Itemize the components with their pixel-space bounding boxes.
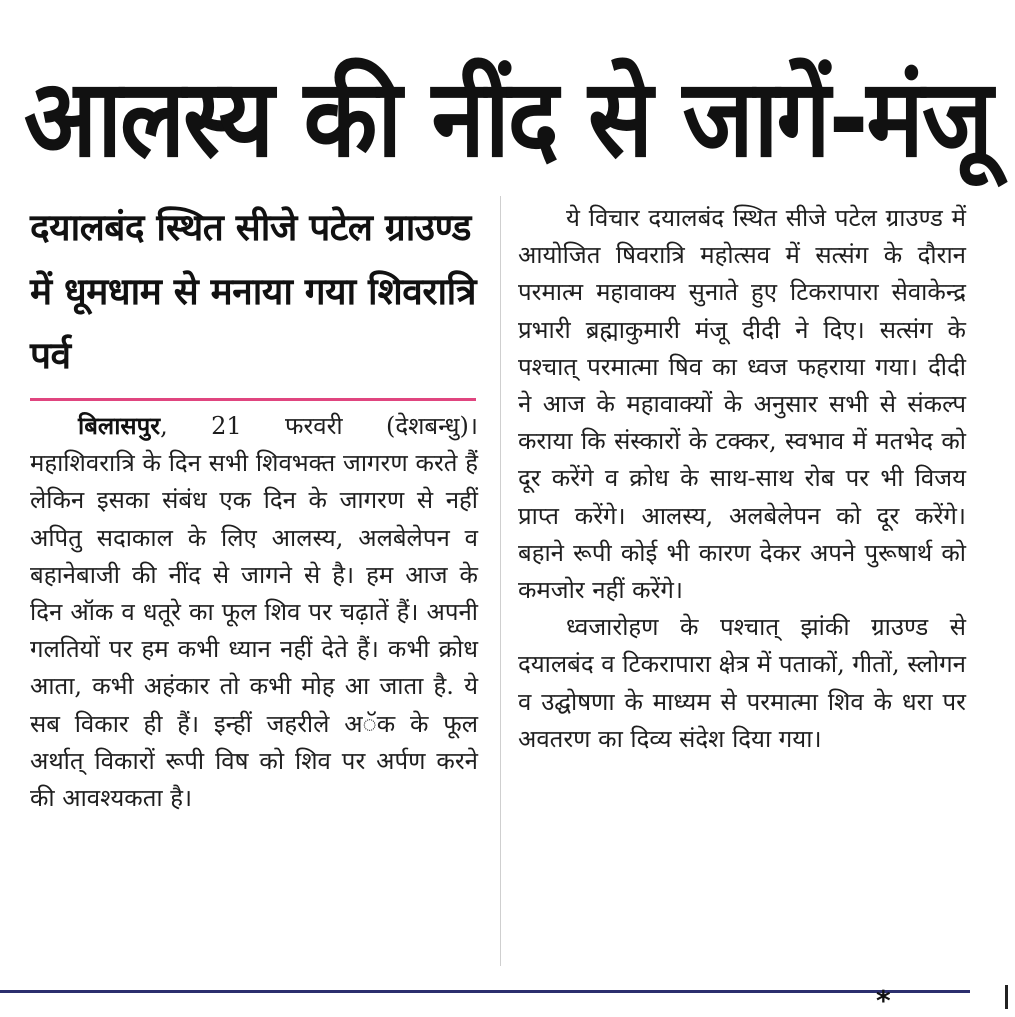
edge-tick-mark bbox=[1005, 985, 1008, 1009]
subheadline-divider bbox=[30, 398, 476, 401]
dateline-detail: , 21 फरवरी (देशबन्धु)। bbox=[160, 412, 478, 440]
subheadline: दयालबंद स्थित सीजे पटेल ग्राउण्ड में धूमधाम से मनाया गया शिवरात्रि पर्व bbox=[30, 206, 477, 377]
headline: आलस्य की नींद से जागें-मंजू bbox=[23, 55, 992, 182]
dateline-city: बिलासपुर bbox=[78, 411, 161, 440]
footer-asterisk: * bbox=[876, 984, 891, 1017]
column-divider bbox=[500, 196, 501, 966]
left-column bbox=[30, 196, 478, 817]
bottom-border-rule bbox=[0, 990, 970, 993]
right-column bbox=[518, 200, 966, 758]
right-article-paragraph-1: ये विचार दयालबंद स्थित सीजे पटेल ग्राउण्ड में आयोजित षिवरात्रि महोत्सव में सत्संग के दौरान परमात्म महावाक्य सुनाते हुए टिकरापारा सेवाकेन्द्र प्रभारी ब्रह्माकुमारी मंजू दीदी ने दिए। सत्संग के पश्चात् परमात्मा षिव का ध्वज फहराया गया। दीदी ने आज के महावाक्यों के अनुसार सभी से संकल्प कराया कि संस्कारों के टक्कर, स्वभाव में मतभेद को दूर करेंगे व क्रोध के साथ-साथ रोब पर भी विजय प्राप्त करेंगे। आलस्य, अलबेलेपन को दूर करेंगे। बहाने रूपी कोई भी कारण देकर अपने पुरूषार्थ को कमजोर नहीं करेंगे। bbox=[518, 204, 966, 605]
left-article-paragraph bbox=[30, 407, 478, 817]
left-body-text: महाशिवरात्रि के दिन सभी शिवभक्त जागरण करते हैं लेकिन इसका संबंध एक दिन के जागरण से नहीं अपितु सदाकाल के लिए आलस्य, अलबेलेपन व बहानेबाजी की नींद से जागने से है। हम आज के दिन ऑक व धतूरे का फूल शिव पर चढ़ातें हैं। अपनी गलतियों पर हम कभी ध्यान नहीं देते हैं। कभी क्रोध आता, कभी अहंकार तो कभी मोह आ जाता है. ये सब विकार ही हैं। इन्हीं जहरीले अॅक के फूल अर्थात् विकारों रूपी विष को शिव पर अर्पण करने की आवश्यकता है। bbox=[30, 449, 478, 813]
right-article-paragraph-2: ध्वजारोहण के पश्चात् झांकी ग्राउण्ड से दयालबंद व टिकरापारा क्षेत्र में पताकों, गीतों, स्लोगन व उद्घोषणा के माध्यम से परमात्मा शिव के धरा पर अवतरण का दिव्य संदेश दिया गया। bbox=[518, 613, 966, 753]
